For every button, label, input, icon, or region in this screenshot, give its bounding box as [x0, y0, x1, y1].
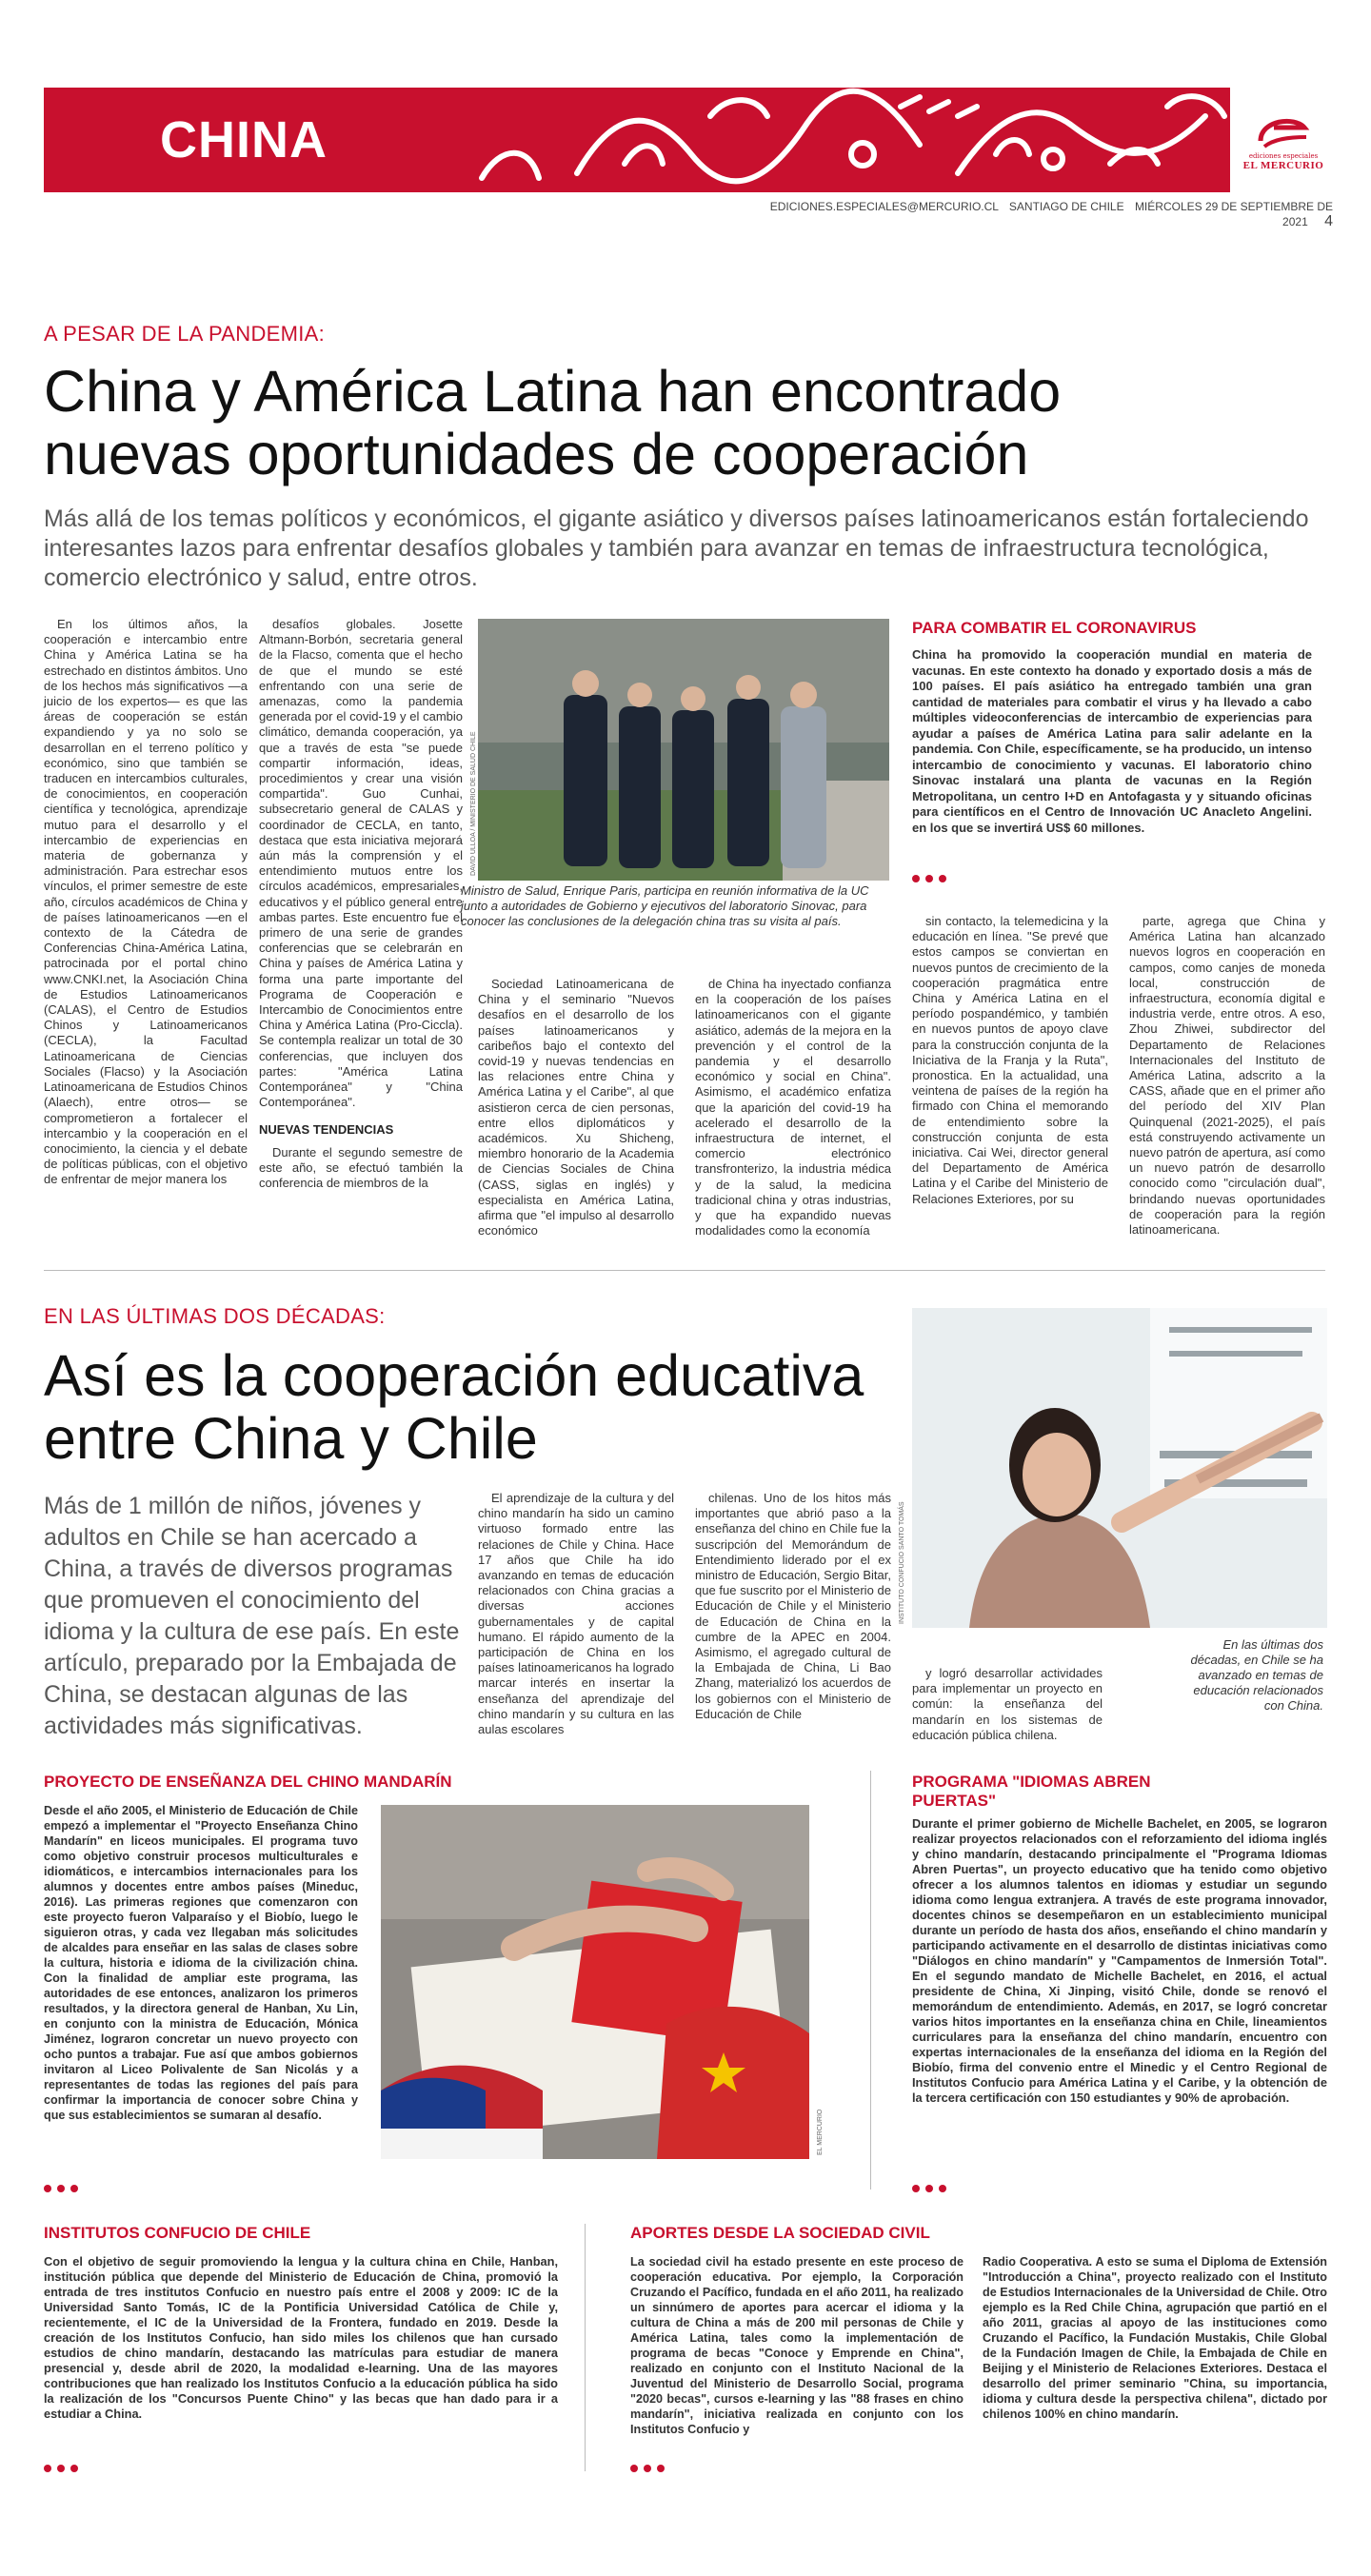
article1-headline: China y América Latina han encontrado nuevas oportunidades de cooperación — [44, 359, 1062, 486]
article2-headline: Así es la cooperación educativa entre China y Chile — [44, 1343, 864, 1471]
calligraphy-photo — [381, 1805, 809, 2159]
article1-col4-text: de China ha inyectado confianza en la cooperación de los países latinoamericanos con el gigante asiático, además de la mejora en la prevención y el control de la pandemia y el desarrollo económico y social en China". Asimismo, el académico enfatiza que la aparición del covid-19 ha acelerado el desarrollo de la infraestructura de internet, el comercio electrónico transfronterizo, la industria médica y de la salud, la medicina tradicional china y otras industrias, y que ha expandido nuevas modalidades como la economía — [695, 977, 891, 1238]
mandarin-box-dots — [44, 2180, 84, 2197]
mandarin-box-text: Desde el año 2005, el Ministerio de Educación de Chile empezó a implementar el "Proyecto Enseñanza Chino Mandarín" en liceos municipales. El programa tuvo como objetivo construir procesos multiculturales e idiomáticos, e intercambios internacionales para los alumnos y docentes entre ambos países (Mineduc, 2016). Las primeras regiones que comenzaron con este proyecto fueron Valparaíso y el Biobío, luego le siguieron otras, y cada vez llegaban más solicitudes de alcaldes para enseñar en las salas de clases sobre la cultura, historia e idioma de la civilización china. Con la finalidad de ampliar este programa, las autoridades de ese entonces, analizaron los primeros resultados, y la directora general de Hanban, Xu Lin, en conjunto con la ministra de Educación, Mónica Jiménez, lograron concretar un nuevo proyecto con ocho puntos a trabajar. Fue así que ambos gobiernos invitaron al Liceo Polivalente de San Nicolás y a representantes de todas las regiones del país para confirmar la importancia de conocer sobre China y que sus establecimientos se sumaran al desafío. — [44, 1804, 358, 2122]
meta-email[interactable]: EDICIONES.ESPECIALES@MERCURIO.CL — [769, 200, 999, 213]
page-meta — [743, 200, 1333, 230]
article2-caption: En las últimas dos décadas, en Chile se ha avanzado en temas de educación relacionados con China. — [1190, 1637, 1323, 1713]
aportes-box-text-1: La sociedad civil ha estado presente en este proceso de cooperación educativa. Por ejemplo, la Corporación Cruzando el Pacífico, fundada en el año 2011, ha realizado un sinnúmero de aportes para acercar el idioma y la cultura de China a más de 200 mil personas de Chile y América Latina, tales como la implementación de programa de becas "Conoce y Emprende en China", realizado en conjunto con el Instituto Nacional de la Juventud del Ministerio de Desarrollo Social, programa "2020 becas", cursos e-learning y las "88 frases en chino mandarín", iniciativa realizada en conjunto con los Institutos Confucio y — [630, 2255, 964, 2436]
article1-photo — [478, 619, 889, 881]
article2-deck: Más de 1 millón de niños, jóvenes y adultos en Chile se han acercado a China, a través de diversos programas que promueven el conocimiento del idioma y la cultura de ese país. En este artículo, preparado por la Embajada de China, se destacan algunas de las actividades más significativas. — [44, 1493, 460, 1739]
aportes-box-title: APORTES DESDE LA SOCIEDAD CIVIL — [630, 2224, 930, 2242]
coronavirus-box-title: PARA COMBATIR EL CORONAVIRUS — [912, 619, 1197, 637]
article1-column-4 — [695, 977, 891, 1238]
coronavirus-box-dots — [912, 870, 952, 887]
article2-kicker: EN LAS ÚLTIMAS DOS DÉCADAS: — [44, 1304, 386, 1328]
article1-col5-text: sin contacto, la telemedicina y la educación en línea. "Se prevé que estos campos se conviertan en nuevos puntos de crecimiento de la cooperación pragmática entre China y América Latina en el período pospandémico, y también en nuevos puntos de apoyo clave para la construcción conjunta de la Iniciativa de la Franja y la Ruta", pronostica. En la actualidad, una veintena de países de la región ha firmado con China el memorando de entendimiento sobre la construcción conjunta de esta iniciativa. Cai Wei, director general del Departamento de América Latina y el Caribe del Ministerio de Relaciones Exteriores, por su — [912, 914, 1108, 1206]
logo-small-text: ediciones especiales — [1248, 152, 1319, 160]
section-title: CHINA — [160, 111, 328, 168]
article1-column-3 — [478, 977, 674, 1238]
calligraphy-flags-photo-icon — [381, 1805, 809, 2159]
article2-photo-credit: INSTITUTO CONFUCIO SANTO TOMÁS — [899, 1501, 905, 1624]
article1-col2b-text: Durante el segundo semestre de este año, se efectuó también la conferencia de miembros de la — [259, 1144, 463, 1191]
page-number: 4 — [1324, 213, 1333, 229]
calligraphy-photo-credit: EL MERCURIO — [817, 2109, 824, 2155]
teacher-photo-icon — [912, 1308, 1327, 1628]
article1-column-6 — [1129, 914, 1325, 1238]
article1-col3-text: Sociedad Latinoamericana de China y el seminario "Nuevos desafíos en el desarrollo de los países latinoamericanos y caribeños bajo el contexto del covid-19 y nuevas tendencias en las relaciones entre China y América Latina y el Caribe", al que asistieron cerca de cien personas, entre ellos diplomáticos y académicos. Xu Shicheng, miembro honorario de la Academia de Ciencias Sociales de China (CASS, siglas en inglés) y especialista en América Latina, afirma que "el impulso al desarrollo económico — [478, 977, 674, 1238]
article1-photo-credit: DAVID ULLOA / MINISTERIO DE SALUD CHILE — [470, 731, 477, 876]
logo-big-text: EL MERCURIO — [1242, 160, 1324, 171]
article1-col2a-text: desafíos globales. Josette Altmann-Borbón, secretaria general de la Flacso, comenta que el hecho de que el mundo se esté enfrentando con una serie de amenazas, como la pandemia generada por el covid-19 y el cambio climático, demanda cooperación, ya que a través de esta "se puede compartir información, ideas, procedimientos y crear una visión compartida". Guo Cunhai, subsecretario general de CALAS y coordinador de CECLA, en tanto, destaca que esta iniciativa mejorará aún más la comprensión y el entendimiento mutuos entre los círculos académicos, empresariales, educativos y el público general entre ambas partes. Este encuentro fue el primero de una serie de grandes conferencias que se celebrarán en China y países de América Latina y forma una parte importante del Programa de Cooperación e Intercambio de Conocimientos entre China y América Latina (Pro-Ciccla). Se contempla realizar un total de 30 conferencias, que incluyen dos partes: "América Latina Contemporánea" y "China Contemporánea". — [259, 617, 463, 1110]
meta-date: MIÉRCOLES 29 DE SEPTIEMBRE DE 2021 — [1134, 200, 1333, 228]
confucio-box-dots — [44, 2460, 84, 2477]
section-banner — [44, 88, 1230, 192]
officials-photo-icon — [478, 619, 889, 881]
box-divider-vertical — [870, 1771, 871, 2190]
article1-col1-text: En los últimos años, la cooperación e intercambio entre China y América Latina se ha estrechado en distintos ámbitos. Uno de los hechos más significativos —a juicio de los expertos— es que las áreas de cooperación se están expandiendo y ya no solo se desarrollan en el terreno político y económico, sino que también se traducen en intercambios culturales, de conocimientos, en cooperación científica y tecnológica, aprendizaje mutuo para el desarrollo y el intercambio de experiencias en materia de gobernanza y administración. Para estrechar esos vínculos, el primer semestre de este año, círculos académicos de China y de países latinoamericanos —en el contexto de la Cátedra de Conferencias China-América Latina, patrocinada por el portal chino www.CNKI.net, la Asociación China de Estudios Latinoamericanos (CALAS), el Centro de Estudios Chinos y Latinoamericanos (CECLA), la Facultad Latinoamericana de Ciencias Sociales (Flacso) y la Asociación Latinoamericana de Estudios Chinos (Alaech), entre otros— se comprometieron a fortalecer el intercambio y la cooperación en el conocimiento, la ciencia y el debate de políticas públicas, con el objetivo de enfrentar de mejor manera los — [44, 617, 248, 1187]
article1-column-2 — [259, 617, 463, 1207]
article1-kicker: A PESAR DE LA PANDEMIA: — [44, 322, 326, 346]
box-divider-vertical-2 — [585, 2224, 586, 2471]
article2-photo — [912, 1308, 1327, 1628]
aportes-box-dots — [630, 2460, 670, 2477]
mercurio-logo-icon — [1257, 112, 1310, 150]
article1-subhead: NUEVAS TENDENCIAS — [259, 1121, 394, 1137]
idiomas-box-title: PROGRAMA "IDIOMAS ABREN PUERTAS" — [912, 1773, 1151, 1810]
article2-column-2 — [695, 1491, 891, 1748]
idiomas-box-dots — [912, 2180, 952, 2197]
article1-column-5 — [912, 914, 1108, 1209]
article1-column-1 — [44, 617, 248, 1207]
article2-col2-text: chilenas. Uno de los hitos más importantes que abrió paso a la enseñanza del chino en Chile fue la suscripción del Memorándum de Entendimiento liderado por el ex ministro de Educación, Sergio Bitar, que fue suscrito por el Ministerio de Educación de Chile y el Ministerio de Educación de China en la cumbre de la APEC en 2004. Asimismo, el agregado cultural de la Embajada de China, Li Bao Zhang, materializó los acuerdos de los gobiernos con el Ministerio de Educación de Chile — [695, 1491, 891, 1721]
aportes-box-text-2: Radio Cooperativa. A esto se suma el Diploma de Extensión "Introducción a China", proyecto realizado con el Instituto de Estudios Internacionales de la Universidad de Chile. Otro ejemplo es la Red Chile China, agrupación que partió en el año 2011, gracias al apoyo de las instituciones como Cruzando el Pacífico, la Fundación Mustakis, Chile Global de la Fundación Imagen de Chile, la Embajada de Chile en Beijing y el Ministerio de Relaciones Exteriores. Destaca el desarrollo del primer seminario "China, su importancia, idioma y cultura desde la perspectiva chilena", dictado por chilenos 100% en chino mandarín. — [983, 2255, 1327, 2421]
coronavirus-box-text: China ha promovido la cooperación mundial en materia de vacunas. En este contexto ha donado y exportado dosis a más de 100 países. El país asiático ha entregado también una gran cantidad de materiales para combatir el virus y ha llevado a cabo múltiples videoconferencias de intercambio de experiencias para ayudar a países de América Latina para salir adelante en la pandemia. Con Chile, específicamente, se ha producido, un intenso intercambio de conocimiento y vacunas. El laboratorio chino Sinovac instalará una planta de vacunas en la Región Metropolitana, un centro I+D en Antofagasta y y situando oficinas para científicos en el Centro de Innovación UC Anacleto Angelini. en los que se invertirá US$ 60 millones. — [912, 647, 1312, 835]
confucio-box-title: INSTITUTOS CONFUCIO DE CHILE — [44, 2224, 311, 2242]
mandarin-box-title: PROYECTO DE ENSEÑANZA DEL CHINO MANDARÍN — [44, 1773, 452, 1791]
confucio-box-text: Con el objetivo de seguir promoviendo la lengua y la cultura china en Chile, Hanban, institución pública que depende del Ministerio de Educación de China, promovió la entrada de tres institutos Confucio en nuestro país entre el 2008 y 2009: IC de la Universidad Santo Tomás, IC de la Pontificia Universidad Católica de Chile y, recientemente, el IC de la Universidad de la Frontera, fundado en 2019. Desde la creación de los Institutos Confucio, han sido miles los chilenos que han cursado estudios de chino mandarín, destacando las matrículas para estudiar de manera presencial y, desde abril de 2020, la modalidad e-learning. Una de las mayores contribuciones que han realizado los Institutos Confucio a la educación pública ha sido la realización de los "Concursos Puente Chino" y las becas que han dado para ir a estudiar a China. — [44, 2254, 558, 2421]
publisher-logo — [1238, 112, 1329, 171]
idiomas-box-text: Durante el primer gobierno de Michelle Bachelet, en 2005, se lograron realizar proyectos relacionados con el reforzamiento del idioma inglés y chino mandarín, destacando principalmente el "Programa Idiomas Abren Puertas", un proyecto educativo que ha tenido como objetivo ofrecer a los alumnos talentos en idiomas y estudiar un segundo idioma como lengua extranjera. A través de este programa innovador, docentes chinos se desempeñaron en un establecimiento municipal durante un período de hasta dos años, enseñando el chino mandarín y participando activamente en el desarrollo de distintas iniciativas como "Diálogos en chino mandarín" y "Campamentos de Inmersión Total". En el segundo mandato de Michelle Bachelet, en 2016, el actual presidente de China, Xi Jinping, visitó Chile, donde se renovó el memorándum de entendimiento. Además, en 2017, se logró concretar varios hitos importantes en la enseñanza china en Chile, lineamientos curriculares para la enseñanza del chino mandarín, encuentro con expertas internacionales de la enseñanza del idioma en la Región del Biobío, firma del convenio entre el Minedic y el Centro Regional de Institutos Confucio para América Latina y el Caribe, y la obtención de la tercera certificación con 150 estudiantes y 90% de aprobación. — [912, 1816, 1327, 2105]
article2-column-1 — [478, 1491, 674, 1748]
article1-caption: Ministro de Salud, Enrique Paris, participa en reunión informativa de la UC junto a autoridades de Gobierno y ejecutivos del laboratorio Sinovac, para conocer las conclusiones de la delegación china tras su visita al país. — [461, 883, 869, 928]
article1-col6-text: parte, agrega que China y América Latina han alcanzado nuevos logros en cooperación en campos, como canjes de moneda local, construcción de infraestructura, economía digital e industria verde, entre otros. A eso, Zhou Zhiwei, subdirector del Departamento de Relaciones Internacionales del Instituto de América Latina, adscrito a la CASS, añade que en el primer año del período del XIV Plan Quinquenal (2021-2025), el país está construyendo activamente un nuevo patrón de apertura, así como un nuevo patrón de desarrollo conocido como "circulación dual", brindando nuevas oportunidades de cooperación para la región latinoamericana. — [1129, 914, 1325, 1238]
section-divider — [44, 1270, 1325, 1271]
article2-col3-text: y logró desarrollar actividades para implementar un proyecto en común: la enseñanza del mandarín en los sistemas de educación pública chilena. — [912, 1666, 1103, 1742]
article1-deck: Más allá de los temas políticos y económicos, el gigante asiático y diversos países latinoamericanos están fortaleciendo interesantes lazos para enfrentar desafíos globales y también para avanzar en temas de infraestructura tecnológica, comercio electrónico y salud, entre otros. — [44, 505, 1309, 591]
article2-col1-text: El aprendizaje de la cultura y del chino mandarín ha sido un camino virtuoso formado entre las relaciones de Chile y China. Hace 17 años que Chile ha ido avanzando en temas de educación relacionados con China gracias a diversas acciones gubernamentales y de capital humano. El rápido aumento de la participación de China en los países latinoamericanos ha logrado marcar interés en insertar la enseñanza del aprendizaje del chino mandarín y su cultura en las aulas escolares — [478, 1491, 674, 1737]
meta-place: SANTIAGO DE CHILE — [1008, 200, 1124, 213]
article2-column-3 — [912, 1666, 1103, 1752]
